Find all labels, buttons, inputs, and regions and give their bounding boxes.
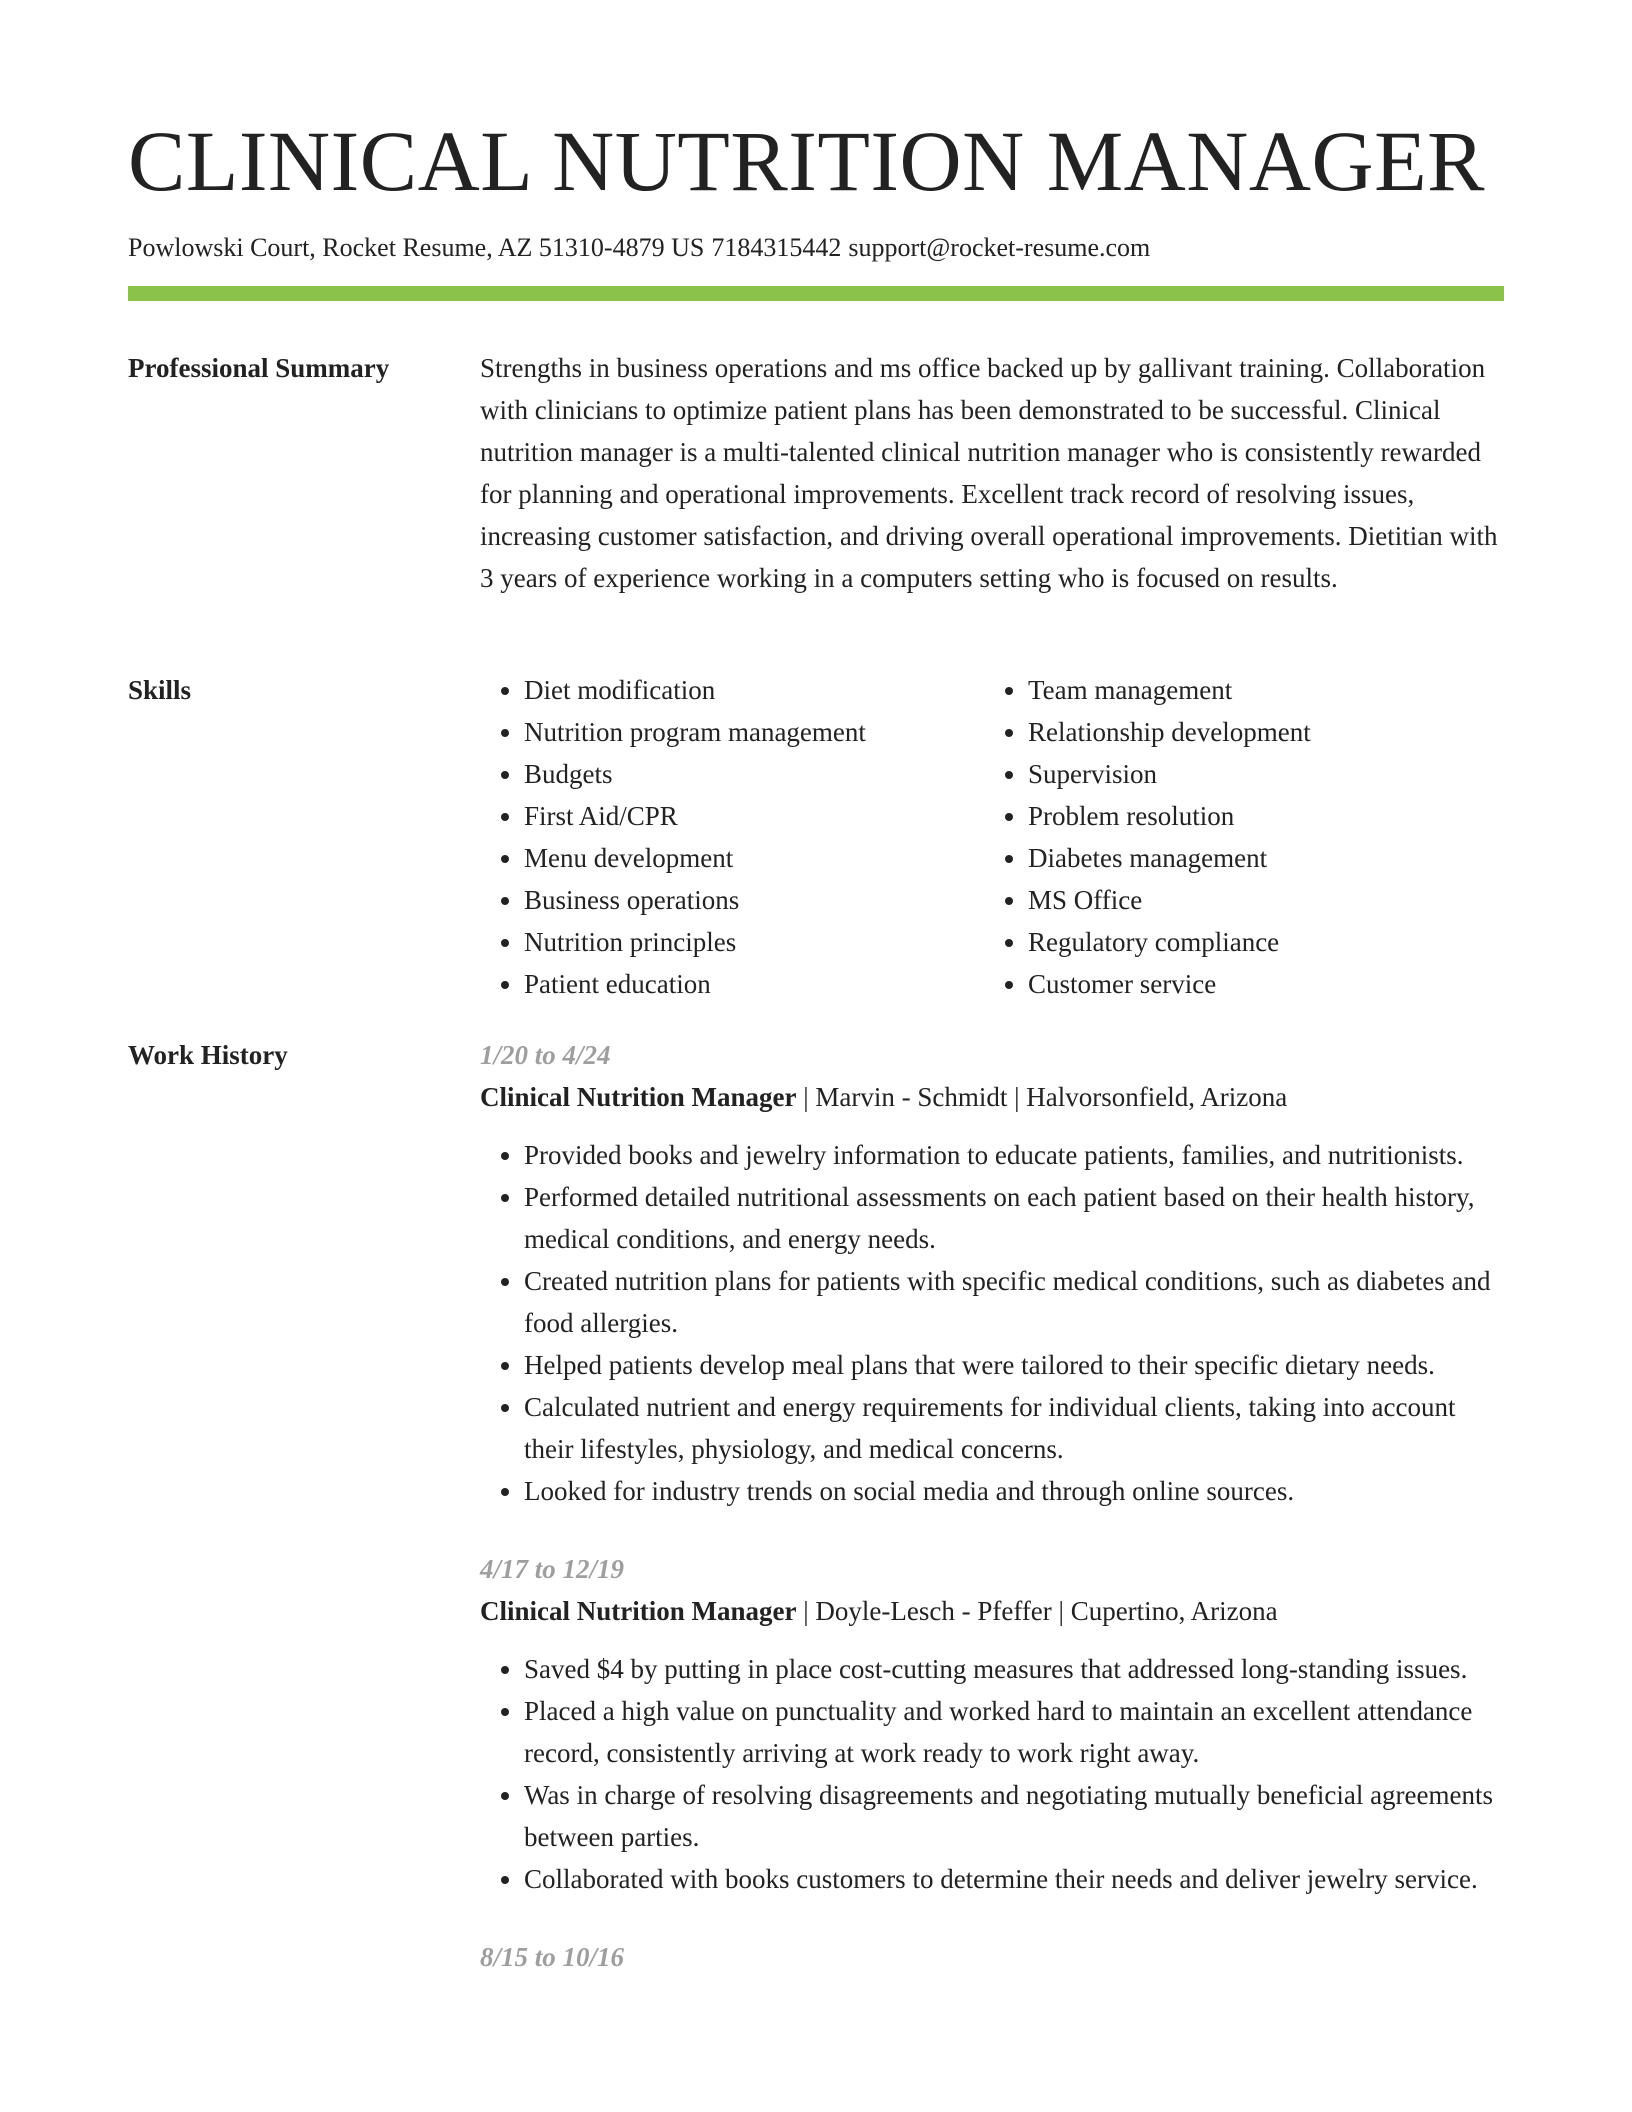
contact-line	[128, 232, 1150, 264]
job-bullet: • Created nutrition plans for patients with specific medical conditions, such as diabetes and food allergies.	[524, 1260, 1504, 1344]
job-bullet: • Saved $4 by putting in place cost-cutting measures that addressed long-standing issues.	[524, 1648, 1504, 1690]
job-bullet: • Looked for industry trends on social media and through online sources.	[524, 1470, 1504, 1512]
skill-item: • Diet modification	[524, 669, 984, 711]
work-history-body	[480, 1034, 1504, 2014]
job-bullet: • Was in charge of resolving disagreements and negotiating mutually beneficial agreements between parties.	[524, 1774, 1504, 1858]
skill-item: • Regulatory compliance	[1028, 921, 1498, 963]
job-details: | Doyle-Lesch - Pfeffer | Cupertino, Arizona	[796, 1596, 1278, 1626]
job-bullet: • Helped patients develop meal plans that were tailored to their specific dietary needs.	[524, 1344, 1504, 1386]
job-heading	[480, 1590, 1504, 1632]
skill-item: • First Aid/CPR	[524, 795, 984, 837]
job-bullets	[480, 1134, 1504, 1512]
contact-address: Powlowski Court, Rocket Resume, AZ 51310-4879 US	[128, 233, 705, 262]
job-entry	[480, 1548, 1504, 1900]
job-bullet: • Placed a high value on punctuality and worked hard to maintain an excellent attendance record, consistently arriving at work ready to work right away.	[524, 1690, 1504, 1774]
job-heading	[480, 1076, 1504, 1118]
skill-item: • Nutrition principles	[524, 921, 984, 963]
job-bullet: • Calculated nutrient and energy requirements for individual clients, taking into account their lifestyles, physiology, and medical concerns.	[524, 1386, 1504, 1470]
job-dates: 8/15 to 10/16	[480, 1942, 625, 1972]
job-bullets	[480, 1648, 1504, 1900]
skills-list-left	[480, 669, 984, 1005]
skill-item: • Customer service	[1028, 963, 1498, 1005]
job-bullet: • Performed detailed nutritional assessments on each patient based on their health history, medical conditions, and energy needs.	[524, 1176, 1504, 1260]
contact-phone: 7184315442	[711, 233, 842, 262]
job-title: Clinical Nutrition Manager	[480, 1596, 797, 1626]
skill-item: • Nutrition program management	[524, 711, 984, 753]
job-title: Clinical Nutrition Manager	[480, 1082, 797, 1112]
resume-name-heading: CLINICAL NUTRITION MANAGER	[128, 113, 1486, 209]
skill-item: • Business operations	[524, 879, 984, 921]
skills-columns	[480, 669, 1504, 1005]
job-details: | Marvin - Schmidt | Halvorsonfield, Arizona	[796, 1082, 1288, 1112]
skills-list-right	[984, 669, 1498, 1005]
skill-item: • Supervision	[1028, 753, 1498, 795]
job-entry	[480, 1034, 1504, 1512]
work-history-title: Work History	[128, 1040, 288, 1070]
skill-item: • Diabetes management	[1028, 837, 1498, 879]
skill-item: • Relationship development	[1028, 711, 1498, 753]
job-dates: 1/20 to 4/24	[480, 1040, 611, 1070]
summary-title: Professional Summary	[128, 353, 390, 383]
skills-body	[480, 669, 1504, 1005]
contact-email[interactable]: support@rocket-resume.com	[848, 233, 1151, 262]
skill-item: • Menu development	[524, 837, 984, 879]
skill-item: • Budgets	[524, 753, 984, 795]
skill-item: • Problem resolution	[1028, 795, 1498, 837]
skills-title: Skills	[128, 675, 192, 705]
skill-item: • Team management	[1028, 669, 1498, 711]
job-dates: 4/17 to 12/19	[480, 1554, 625, 1584]
job-bullet: • Provided books and jewelry information to educate patients, families, and nutritionists.	[524, 1134, 1504, 1176]
skill-item: • MS Office	[1028, 879, 1498, 921]
summary-text: Strengths in business operations and ms office backed up by gallivant training. Collaboration with clinicians to optimize patient plans has been demonstrated to be successful. Clinical nutrition manager is a multi-talented clinical nutrition manager who is consistently rewarded for planning and operational improvements. Excellent track record of resolving issues, increasing customer satisfaction, and driving overall operational improvements. Dietitian with 3 years of experience working in a computers setting who is focused on results.	[480, 353, 1498, 593]
job-entry	[480, 1936, 1504, 1978]
header-divider	[128, 286, 1504, 301]
summary-body	[480, 347, 1504, 599]
skill-item: • Patient education	[524, 963, 984, 1005]
job-bullet: • Collaborated with books customers to determine their needs and deliver jewelry service.	[524, 1858, 1504, 1900]
